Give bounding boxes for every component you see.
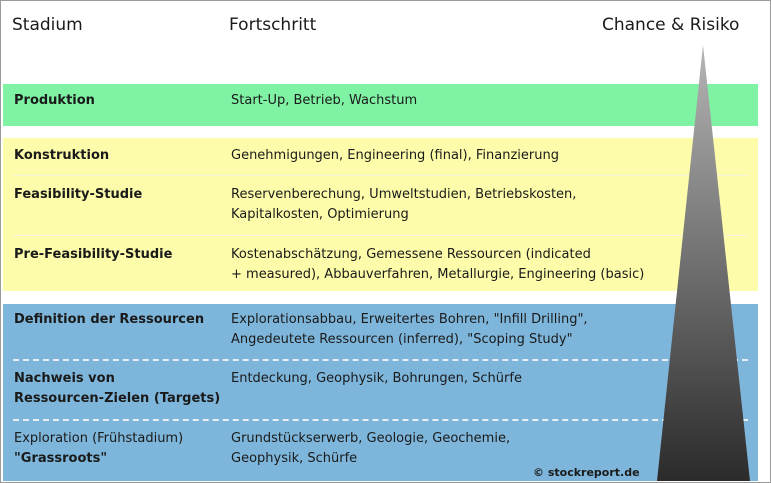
stage-construction: Konstruktion (14, 148, 110, 163)
stage-production: Produktion (14, 93, 95, 108)
progress-line: Grundstückserwerb, Geologie, Geochemie, (231, 431, 511, 446)
triangle-shape (657, 45, 750, 481)
stage-line: Nachweis von (14, 371, 115, 386)
progress-line: Reservenberechung, Umweltstudien, Betriebskosten, (231, 187, 577, 202)
stage-feasibility: Feasibility-Studie (14, 187, 143, 202)
progress-line: Angedeutete Ressourcen (inferred), "Scoping Study" (231, 332, 573, 347)
progress-line: Geophysik, Schürfe (231, 451, 358, 466)
progress-line: Start-Up, Betrieb, Wachstum (231, 93, 418, 108)
progress-line: Kostenabschätzung, Gemessene Ressourcen (indicated (231, 247, 591, 262)
header-chance-risk: Chance & Risiko (602, 15, 740, 35)
header-progress: Fortschritt (229, 15, 317, 35)
copyright-label: © stockreport.de (533, 466, 640, 479)
progress-line: Kapitalkosten, Optimierung (231, 207, 409, 222)
header-stage: Stadium (12, 15, 83, 35)
progress-line: Genehmigungen, Engineering (final), Finanzierung (231, 148, 559, 163)
stage-line: Exploration (Frühstadium) (14, 431, 184, 446)
stage-pre-feasibility: Pre-Feasibility-Studie (14, 247, 173, 262)
progress-line: Explorationsabbau, Erweitertes Bohren, "Infill Drilling", (231, 312, 588, 327)
stage-line: "Grassroots" (14, 451, 108, 466)
progress-line: Entdeckung, Geophysik, Bohrungen, Schürfe (231, 371, 522, 386)
progress-line: + measured), Abbauverfahren, Metallurgie, Engineering (basic) (231, 267, 645, 282)
stage-line: Ressourcen-Zielen (Targets) (14, 391, 221, 406)
stage-resource-definition: Definition der Ressourcen (14, 312, 205, 327)
chance-risk-triangle (1, 1, 770, 482)
